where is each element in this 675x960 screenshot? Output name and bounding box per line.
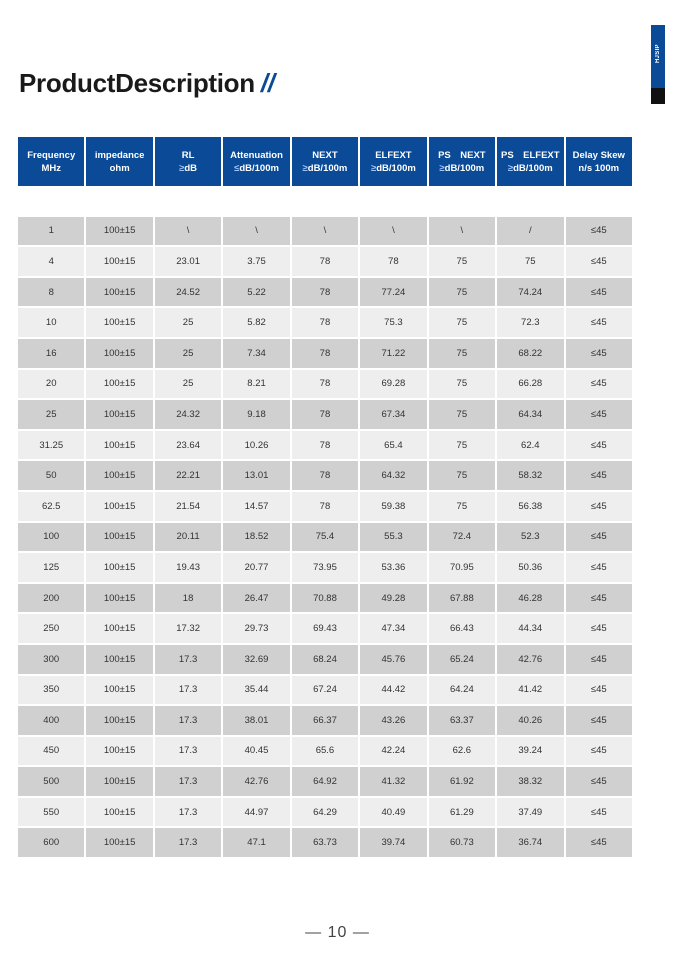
column-header bbox=[429, 137, 495, 186]
column-header bbox=[155, 137, 221, 186]
table-cell: 19.43 bbox=[155, 553, 221, 584]
column-header-unit-text: dB bbox=[184, 162, 198, 174]
table-cell: 100±15 bbox=[86, 645, 152, 676]
table-row bbox=[18, 553, 632, 584]
table-cell: 40.45 bbox=[223, 737, 289, 768]
table-cell: \ bbox=[292, 217, 358, 248]
table-cell: ≤45 bbox=[566, 828, 633, 859]
table-cell: 35.44 bbox=[223, 676, 289, 707]
table-cell: 350 bbox=[18, 676, 84, 707]
table-cell: 17.3 bbox=[155, 706, 221, 737]
table-cell: 20.11 bbox=[155, 523, 221, 554]
table-cell: 46.28 bbox=[497, 584, 563, 615]
table-cell: 8 bbox=[18, 278, 84, 309]
table-cell: 40.49 bbox=[360, 798, 426, 829]
table-cell: 43.26 bbox=[360, 706, 426, 737]
table-cell: 75 bbox=[497, 247, 563, 278]
table-cell: 75 bbox=[429, 461, 495, 492]
table-cell: 73.95 bbox=[292, 553, 358, 584]
table-cell: 77.24 bbox=[360, 278, 426, 309]
column-header bbox=[18, 137, 84, 186]
table-cell: 78 bbox=[360, 247, 426, 278]
table-cell: 18.52 bbox=[223, 523, 289, 554]
table-cell: ≤45 bbox=[566, 584, 633, 615]
table-cell: 100±15 bbox=[86, 798, 152, 829]
table-cell: 41.32 bbox=[360, 767, 426, 798]
table-cell: 47.34 bbox=[360, 614, 426, 645]
table-cell: 200 bbox=[18, 584, 84, 615]
table-cell: ≤45 bbox=[566, 523, 633, 554]
column-header-unit bbox=[294, 162, 356, 175]
table-cell: ≤45 bbox=[566, 798, 633, 829]
table-cell: 13.01 bbox=[223, 461, 289, 492]
table-row bbox=[18, 676, 632, 707]
table-row bbox=[18, 461, 632, 492]
table-cell: 75 bbox=[429, 339, 495, 370]
table-cell: ≤45 bbox=[566, 278, 633, 309]
table-cell: 61.92 bbox=[429, 767, 495, 798]
table-cell: 100±15 bbox=[86, 676, 152, 707]
table-cell: 39.74 bbox=[360, 828, 426, 859]
table-cell: ≤45 bbox=[566, 706, 633, 737]
table-cell: 10.26 bbox=[223, 431, 289, 462]
table-cell: ≤45 bbox=[566, 767, 633, 798]
column-header-unit-text: dB/100m bbox=[307, 162, 348, 174]
table-cell: 78 bbox=[292, 370, 358, 401]
table-cell: 100±15 bbox=[86, 461, 152, 492]
table-cell: 1 bbox=[18, 217, 84, 248]
table-cell: \ bbox=[155, 217, 221, 248]
column-header-unit: ohm bbox=[109, 162, 130, 174]
table-cell: 78 bbox=[292, 308, 358, 339]
table-cell: 75.4 bbox=[292, 523, 358, 554]
table-cell: 100±15 bbox=[86, 767, 152, 798]
table-cell: 100±15 bbox=[86, 492, 152, 523]
table-cell: 250 bbox=[18, 614, 84, 645]
table-cell: 61.29 bbox=[429, 798, 495, 829]
table-row bbox=[18, 217, 632, 248]
title-slashes: // bbox=[260, 68, 275, 98]
table-cell: 450 bbox=[18, 737, 84, 768]
table-cell: 100±15 bbox=[86, 247, 152, 278]
table-cell: 40.26 bbox=[497, 706, 563, 737]
column-header-title: impedance bbox=[94, 149, 145, 161]
table-cell: 62.6 bbox=[429, 737, 495, 768]
table-cell: 24.52 bbox=[155, 278, 221, 309]
table-cell: 58.32 bbox=[497, 461, 563, 492]
header-spacer bbox=[18, 186, 632, 217]
table-cell: 59.38 bbox=[360, 492, 426, 523]
table-cell: 600 bbox=[18, 828, 84, 859]
table-cell: ≤45 bbox=[566, 553, 633, 584]
column-header-symbol: ≤ bbox=[234, 162, 240, 174]
table-cell: ≤45 bbox=[566, 461, 633, 492]
table-cell: 29.73 bbox=[223, 614, 289, 645]
table-cell: 67.34 bbox=[360, 400, 426, 431]
table-cell: 78 bbox=[292, 278, 358, 309]
table-cell: \ bbox=[223, 217, 289, 248]
table-cell: 69.28 bbox=[360, 370, 426, 401]
table-cell: 75 bbox=[429, 278, 495, 309]
column-header bbox=[292, 137, 358, 186]
column-header-title: NEXT bbox=[312, 149, 338, 161]
table-row bbox=[18, 706, 632, 737]
spacer-cell bbox=[429, 186, 495, 217]
spec-table bbox=[16, 137, 634, 859]
table-cell: 63.37 bbox=[429, 706, 495, 737]
table-cell: 63.73 bbox=[292, 828, 358, 859]
spacer-cell bbox=[155, 186, 221, 217]
spacer-cell bbox=[223, 186, 289, 217]
table-cell: 72.3 bbox=[497, 308, 563, 339]
table-cell: 64.34 bbox=[497, 400, 563, 431]
table-row bbox=[18, 492, 632, 523]
table-cell: 24.32 bbox=[155, 400, 221, 431]
table-row bbox=[18, 339, 632, 370]
table-cell: 55.3 bbox=[360, 523, 426, 554]
table-cell: 14.57 bbox=[223, 492, 289, 523]
table-row bbox=[18, 278, 632, 309]
table-cell: 50 bbox=[18, 461, 84, 492]
table-cell: 75.3 bbox=[360, 308, 426, 339]
table-cell: 5.82 bbox=[223, 308, 289, 339]
table-cell: 17.32 bbox=[155, 614, 221, 645]
table-cell: 66.28 bbox=[497, 370, 563, 401]
table-cell: 7.34 bbox=[223, 339, 289, 370]
column-header-title: PS NEXT bbox=[438, 149, 486, 161]
table-cell: 100±15 bbox=[86, 584, 152, 615]
table-cell: 100±15 bbox=[86, 553, 152, 584]
column-header bbox=[360, 137, 426, 186]
table-cell: 44.97 bbox=[223, 798, 289, 829]
table-cell: 68.22 bbox=[497, 339, 563, 370]
table-cell: 100±15 bbox=[86, 278, 152, 309]
table-cell: 69.43 bbox=[292, 614, 358, 645]
table-cell: 10 bbox=[18, 308, 84, 339]
table-cell: 67.24 bbox=[292, 676, 358, 707]
column-header-unit bbox=[499, 162, 561, 175]
table-cell: 75 bbox=[429, 308, 495, 339]
table-cell: 42.76 bbox=[223, 767, 289, 798]
table-cell: 64.24 bbox=[429, 676, 495, 707]
table-cell: 62.4 bbox=[497, 431, 563, 462]
table-cell: 65.4 bbox=[360, 431, 426, 462]
table-cell: 66.37 bbox=[292, 706, 358, 737]
column-header-symbol: ≥ bbox=[370, 162, 377, 174]
table-cell: ≤45 bbox=[566, 645, 633, 676]
column-header-unit-text: dB/100m bbox=[444, 162, 485, 174]
table-cell: \ bbox=[429, 217, 495, 248]
column-header-unit bbox=[157, 162, 219, 175]
table-cell: 75 bbox=[429, 370, 495, 401]
table-cell: 100±15 bbox=[86, 431, 152, 462]
table-cell: 17.3 bbox=[155, 767, 221, 798]
table-row bbox=[18, 370, 632, 401]
table-cell: ≤45 bbox=[566, 217, 633, 248]
table-row bbox=[18, 737, 632, 768]
table-cell: 500 bbox=[18, 767, 84, 798]
column-header-title: Attenuation bbox=[230, 149, 283, 161]
table-cell: 100±15 bbox=[86, 217, 152, 248]
table-cell: 100±15 bbox=[86, 523, 152, 554]
table-cell: 31.25 bbox=[18, 431, 84, 462]
table-cell: 17.3 bbox=[155, 676, 221, 707]
table-row bbox=[18, 431, 632, 462]
table-cell: 52.3 bbox=[497, 523, 563, 554]
table-cell: 400 bbox=[18, 706, 84, 737]
table-cell: 25 bbox=[155, 308, 221, 339]
table-cell: 71.22 bbox=[360, 339, 426, 370]
page-title-text: ProductDescription bbox=[19, 68, 255, 98]
page-title bbox=[19, 68, 275, 99]
table-cell: 20 bbox=[18, 370, 84, 401]
column-header-symbol: ≥ bbox=[507, 162, 514, 174]
table-row bbox=[18, 584, 632, 615]
table-cell: 100±15 bbox=[86, 400, 152, 431]
table-cell: 300 bbox=[18, 645, 84, 676]
table-cell: 23.01 bbox=[155, 247, 221, 278]
table-cell: 64.32 bbox=[360, 461, 426, 492]
table-cell: 64.29 bbox=[292, 798, 358, 829]
column-header-unit bbox=[362, 162, 424, 175]
table-cell: 53.36 bbox=[360, 553, 426, 584]
table-cell: ≤45 bbox=[566, 339, 633, 370]
table-cell: 74.24 bbox=[497, 278, 563, 309]
table-cell: 100±15 bbox=[86, 737, 152, 768]
spacer-cell bbox=[18, 186, 84, 217]
column-header-title: ELFEXT bbox=[375, 149, 412, 161]
table-cell: ≤45 bbox=[566, 370, 633, 401]
table-cell: 39.24 bbox=[497, 737, 563, 768]
table-cell: 50.36 bbox=[497, 553, 563, 584]
column-header bbox=[566, 137, 633, 186]
spacer-cell bbox=[292, 186, 358, 217]
table-cell: 20.77 bbox=[223, 553, 289, 584]
table-cell: 78 bbox=[292, 339, 358, 370]
table-cell: 65.6 bbox=[292, 737, 358, 768]
table-cell: 100±15 bbox=[86, 370, 152, 401]
column-header bbox=[223, 137, 289, 186]
column-header-title: PS ELFEXT bbox=[500, 149, 560, 161]
table-cell: ≤45 bbox=[566, 247, 633, 278]
table-cell: 100 bbox=[18, 523, 84, 554]
table-row bbox=[18, 614, 632, 645]
table-cell: 37.49 bbox=[497, 798, 563, 829]
table-cell: 21.54 bbox=[155, 492, 221, 523]
column-header bbox=[86, 137, 152, 186]
table-row bbox=[18, 767, 632, 798]
table-cell: 70.95 bbox=[429, 553, 495, 584]
table-cell: 4 bbox=[18, 247, 84, 278]
table-cell: 65.24 bbox=[429, 645, 495, 676]
table-row bbox=[18, 523, 632, 554]
spacer-cell bbox=[360, 186, 426, 217]
table-cell: 49.28 bbox=[360, 584, 426, 615]
table-cell: 25 bbox=[155, 339, 221, 370]
table-row bbox=[18, 247, 632, 278]
table-cell: 17.3 bbox=[155, 737, 221, 768]
table-cell: 75 bbox=[429, 247, 495, 278]
table-cell: 78 bbox=[292, 492, 358, 523]
brand-logo: HJSIP bbox=[655, 44, 661, 64]
table-cell: 75 bbox=[429, 400, 495, 431]
table-cell: ≤45 bbox=[566, 308, 633, 339]
table-cell: 78 bbox=[292, 461, 358, 492]
table-cell: 44.42 bbox=[360, 676, 426, 707]
page-number: — 10 — bbox=[305, 924, 370, 941]
table-cell: 42.76 bbox=[497, 645, 563, 676]
table-cell: 60.73 bbox=[429, 828, 495, 859]
column-header-unit-text: dB/100m bbox=[376, 162, 416, 174]
table-header-row bbox=[18, 137, 632, 186]
table-cell: 17.3 bbox=[155, 798, 221, 829]
spacer-cell bbox=[497, 186, 563, 217]
table-cell: / bbox=[497, 217, 563, 248]
table-cell: 8.21 bbox=[223, 370, 289, 401]
column-header-unit bbox=[431, 162, 493, 175]
table-cell: 9.18 bbox=[223, 400, 289, 431]
column-header-symbol: ≥ bbox=[302, 162, 308, 174]
column-header-symbol: ≥ bbox=[439, 162, 445, 174]
table-cell: 68.24 bbox=[292, 645, 358, 676]
table-cell: 17.3 bbox=[155, 828, 221, 859]
table-cell: 70.88 bbox=[292, 584, 358, 615]
column-header-symbol: ≥ bbox=[179, 162, 185, 174]
table-cell: 550 bbox=[18, 798, 84, 829]
table-row bbox=[18, 400, 632, 431]
table-body bbox=[18, 186, 632, 859]
table-cell: 100±15 bbox=[86, 706, 152, 737]
table-cell: ≤45 bbox=[566, 431, 633, 462]
column-header bbox=[497, 137, 563, 186]
table-row bbox=[18, 828, 632, 859]
table-cell: 72.4 bbox=[429, 523, 495, 554]
table-row bbox=[18, 798, 632, 829]
table-cell: 42.24 bbox=[360, 737, 426, 768]
table-cell: 75 bbox=[429, 431, 495, 462]
table-cell: 45.76 bbox=[360, 645, 426, 676]
brand-tab-black bbox=[651, 88, 665, 104]
column-header-unit: n/s 100m bbox=[578, 162, 620, 174]
table-cell: 5.22 bbox=[223, 278, 289, 309]
column-header-unit: MHz bbox=[41, 162, 61, 174]
column-header-title: RL bbox=[181, 149, 195, 161]
spacer-cell bbox=[566, 186, 633, 217]
table-cell: 32.69 bbox=[223, 645, 289, 676]
table-cell: 38.01 bbox=[223, 706, 289, 737]
table-cell: 64.92 bbox=[292, 767, 358, 798]
table-cell: 100±15 bbox=[86, 339, 152, 370]
table-cell: 36.74 bbox=[497, 828, 563, 859]
column-header-unit-text: dB/100m bbox=[239, 162, 279, 174]
spacer-cell bbox=[86, 186, 152, 217]
table-cell: ≤45 bbox=[566, 492, 633, 523]
table-cell: 78 bbox=[292, 431, 358, 462]
table-cell: 26.47 bbox=[223, 584, 289, 615]
table-cell: 38.32 bbox=[497, 767, 563, 798]
table-cell: 25 bbox=[18, 400, 84, 431]
table-cell: 78 bbox=[292, 400, 358, 431]
table-cell: ≤45 bbox=[566, 676, 633, 707]
table-cell: 3.75 bbox=[223, 247, 289, 278]
brand-tab bbox=[651, 25, 665, 104]
table-row bbox=[18, 645, 632, 676]
table-cell: \ bbox=[360, 217, 426, 248]
table-cell: 56.38 bbox=[497, 492, 563, 523]
table-cell: 47.1 bbox=[223, 828, 289, 859]
table-cell: ≤45 bbox=[566, 737, 633, 768]
table-cell: 44.34 bbox=[497, 614, 563, 645]
table-cell: 25 bbox=[155, 370, 221, 401]
table-cell: 18 bbox=[155, 584, 221, 615]
column-header-unit-text: dB/100m bbox=[513, 162, 553, 174]
table-cell: 17.3 bbox=[155, 645, 221, 676]
table-cell: 23.64 bbox=[155, 431, 221, 462]
table-cell: 67.88 bbox=[429, 584, 495, 615]
table-cell: ≤45 bbox=[566, 614, 633, 645]
table-cell: ≤45 bbox=[566, 400, 633, 431]
table-cell: 62.5 bbox=[18, 492, 84, 523]
table-cell: 75 bbox=[429, 492, 495, 523]
table-cell: 22.21 bbox=[155, 461, 221, 492]
column-header-title: Delay Skew bbox=[572, 149, 625, 161]
column-header-unit bbox=[225, 162, 287, 175]
table-cell: 41.42 bbox=[497, 676, 563, 707]
table-cell: 16 bbox=[18, 339, 84, 370]
table-cell: 78 bbox=[292, 247, 358, 278]
column-header-title: Frequency bbox=[27, 149, 76, 161]
table-cell: 100±15 bbox=[86, 308, 152, 339]
table-cell: 100±15 bbox=[86, 614, 152, 645]
table-cell: 100±15 bbox=[86, 828, 152, 859]
table-cell: 66.43 bbox=[429, 614, 495, 645]
table-row bbox=[18, 308, 632, 339]
table-cell: 125 bbox=[18, 553, 84, 584]
